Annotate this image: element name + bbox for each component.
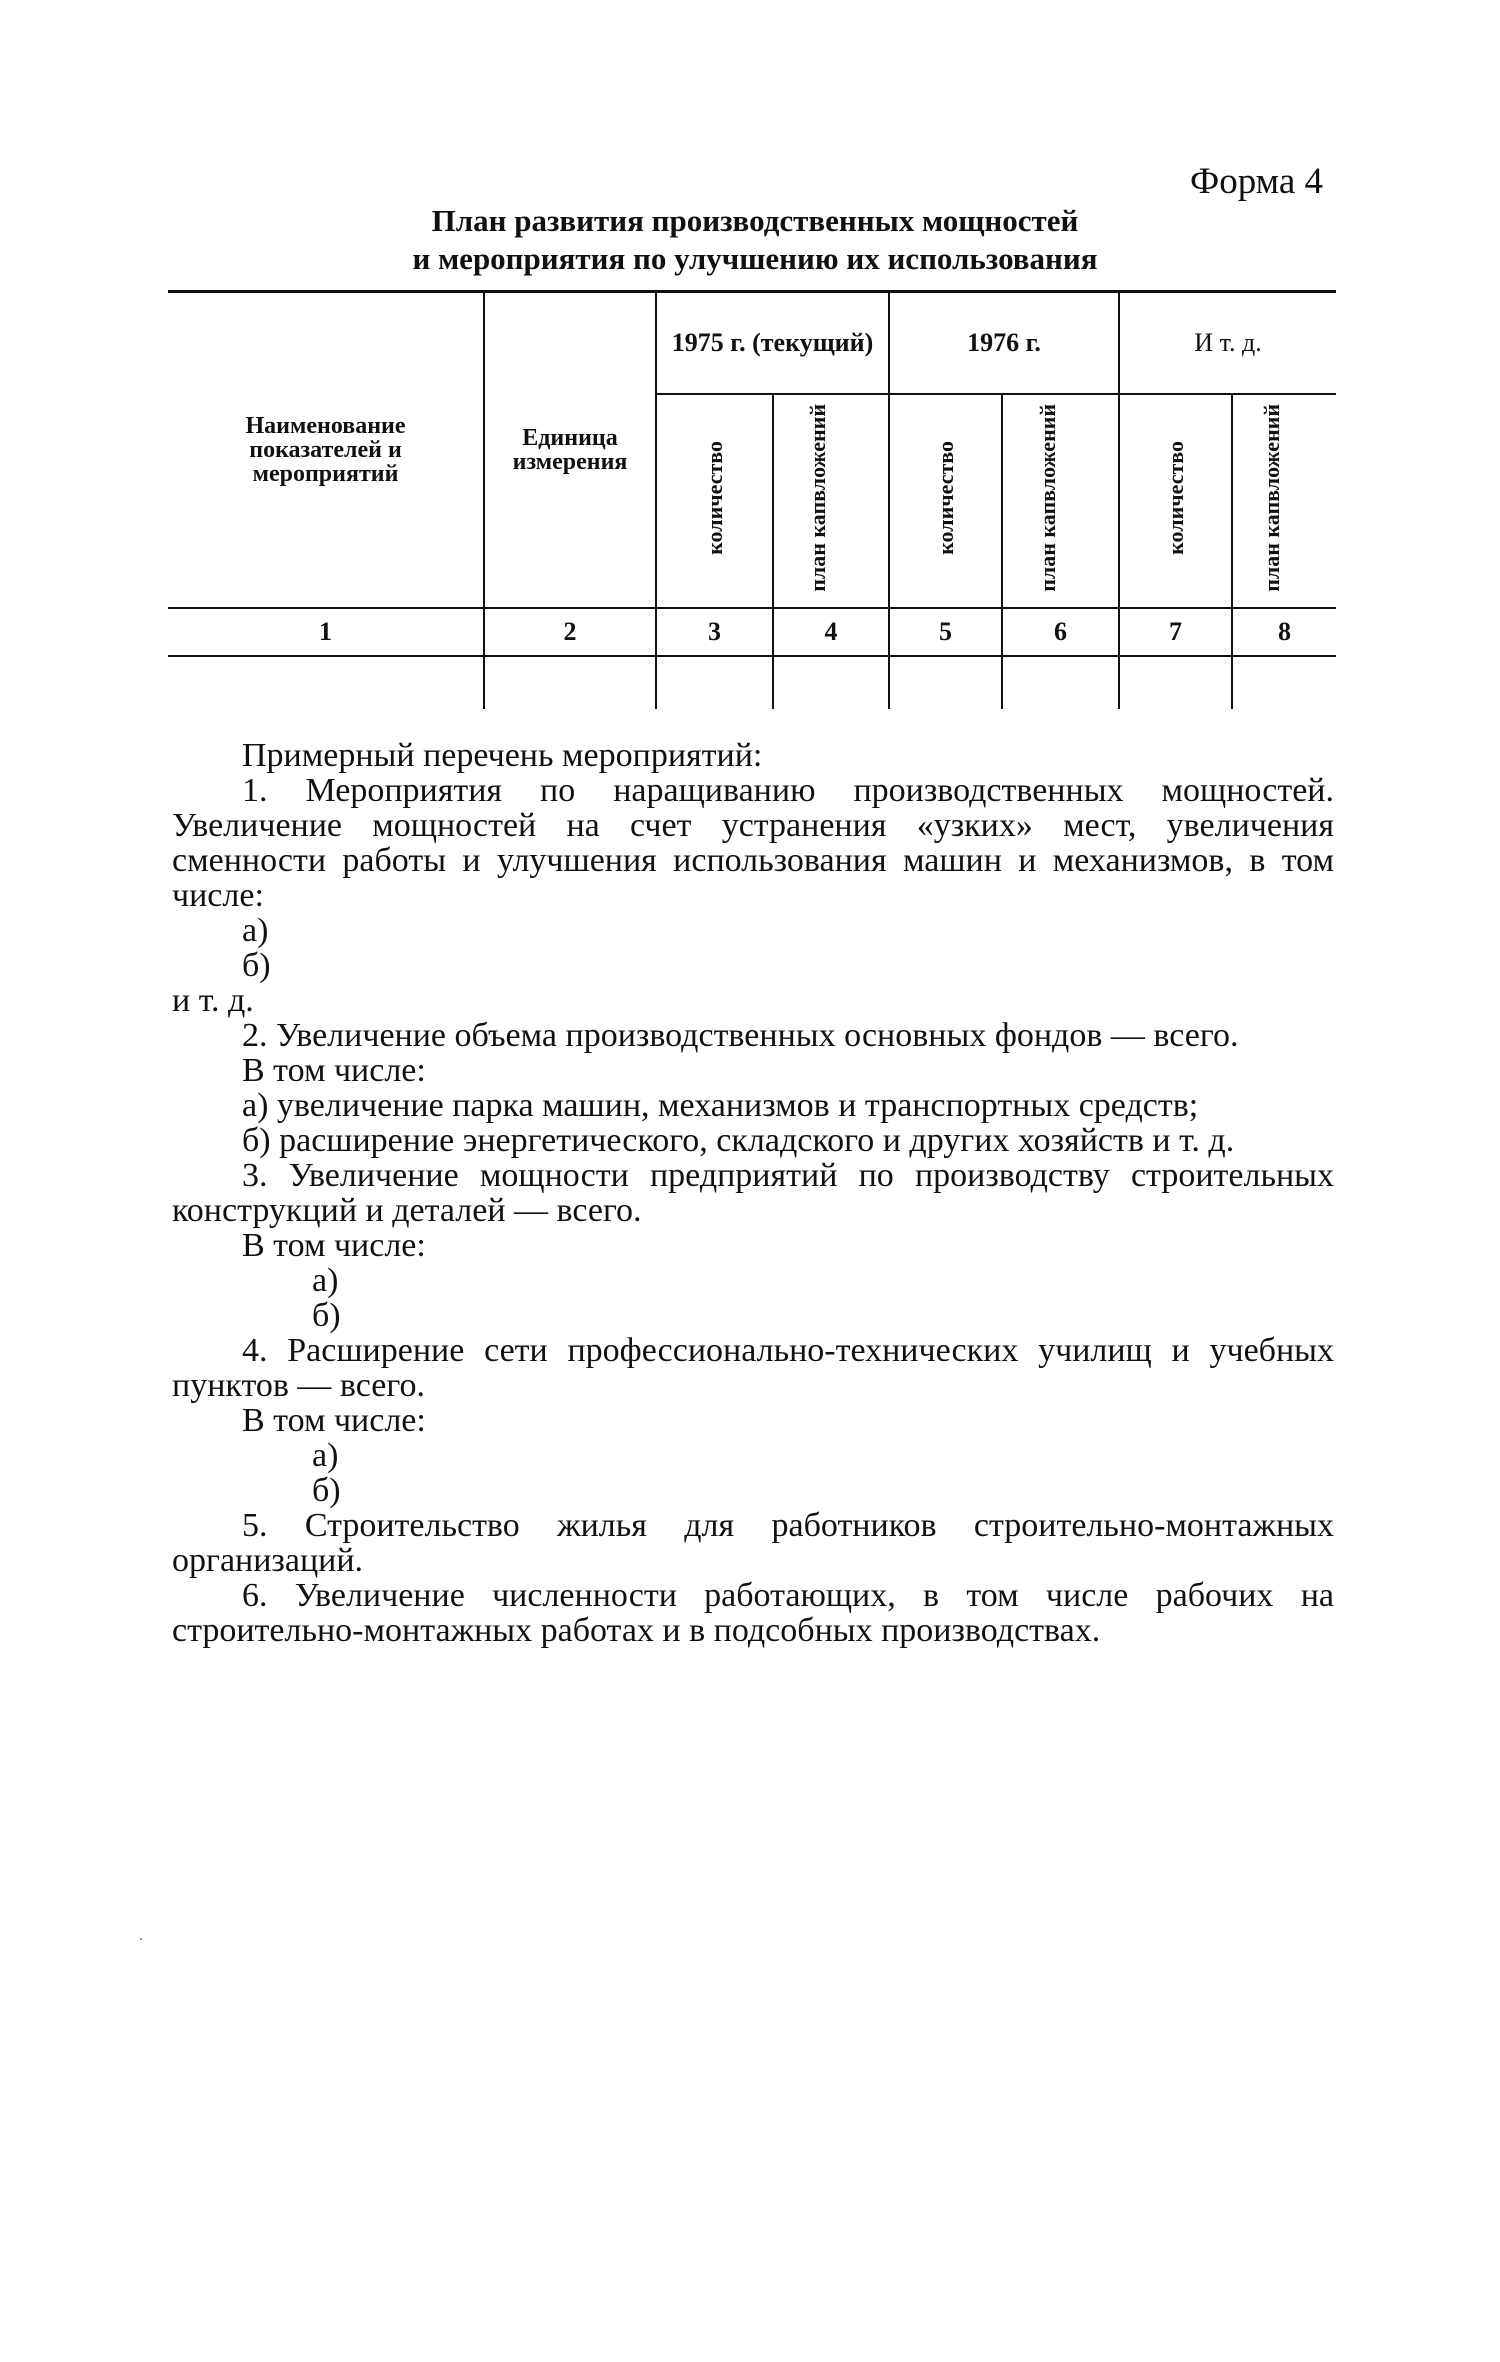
column-number: 1 (168, 608, 484, 656)
list-subitem: б) (242, 947, 271, 984)
blank-data-row (168, 656, 1336, 709)
title-line-1: План развития производственных мощностей (431, 203, 1079, 238)
subheader-quantity-1976: количество (889, 394, 1002, 608)
measures-list (172, 738, 1334, 1648)
column-number: 5 (889, 608, 1002, 656)
list-subitem: б) расширение энергетического, складского и других хозяйств и т. д. (242, 1122, 1235, 1159)
year-header-etc: И т. д. (1119, 292, 1336, 395)
year-header-1975: 1975 г. (текущий) (656, 292, 889, 395)
list-including: В том числе: (242, 1227, 426, 1264)
col-header-unit: Единица измерения (484, 292, 656, 609)
list-subitem: и т. д. (172, 982, 254, 1019)
list-subitem: а) (242, 912, 269, 949)
column-number: 2 (484, 608, 656, 656)
list-including: В том числе: (242, 1052, 426, 1089)
list-item-5: 5. Строительство жилья для работников строительно-монтажных организаций. (172, 1507, 1334, 1579)
form-number: Форма 4 (1190, 161, 1324, 202)
table-header-row-1 (168, 292, 1336, 395)
scan-speck (140, 1938, 142, 1940)
subheader-quantity-1975: количество (656, 394, 773, 608)
list-item-4: 4. Расширение сети профессионально-технических училищ и учебных пунктов — всего. (172, 1332, 1334, 1404)
column-number: 4 (773, 608, 889, 656)
list-item-2: 2. Увеличение объема производственных основных фондов — всего. (242, 1017, 1239, 1054)
list-subitem: а) увеличение парка машин, механизмов и транспортных средств; (242, 1087, 1199, 1124)
subheader-quantity-etc: количество (1119, 394, 1232, 608)
list-including: В том числе: (242, 1402, 426, 1439)
list-subitem: а) (312, 1262, 339, 1299)
subheader-investment-1976: план капвложений (1002, 394, 1119, 608)
list-item-6: 6. Увеличение численности работающих, в том числе рабочих на строительно-монтажных работах и в подсобных производствах. (172, 1577, 1334, 1649)
column-number: 3 (656, 608, 773, 656)
table-cell (1232, 656, 1336, 709)
column-number: 8 (1232, 608, 1336, 656)
year-header-1976: 1976 г. (889, 292, 1119, 395)
column-number: 6 (1002, 608, 1119, 656)
column-number-row (168, 608, 1336, 656)
subheader-investment-etc: план капвложений (1232, 394, 1336, 608)
table-cell (773, 656, 889, 709)
table-cell (656, 656, 773, 709)
list-subitem: а) (312, 1437, 339, 1474)
list-item-1: 1. Мероприятия по наращиванию производственных мощностей. Увеличение мощностей на счет устранения «узких» мест, увеличения сменности работы и улучшения использования машин и механизмов, в том числе: (172, 772, 1334, 914)
table-cell (1119, 656, 1232, 709)
capacity-plan-table (168, 290, 1336, 709)
list-intro: Примерный перечень мероприятий: (242, 737, 763, 774)
title-line-2: и мероприятия по улучшению их использования (412, 241, 1098, 276)
col-header-name: Наименование показателей и мероприятий (168, 292, 484, 609)
list-subitem: б) (312, 1472, 341, 1509)
table-cell (484, 656, 656, 709)
column-number: 7 (1119, 608, 1232, 656)
table-cell (889, 656, 1002, 709)
document-title (170, 202, 1340, 278)
table-cell (1002, 656, 1119, 709)
table-cell (168, 656, 484, 709)
subheader-investment-1975: план капвложений (773, 394, 889, 608)
list-subitem: б) (312, 1297, 341, 1334)
list-item-3: 3. Увеличение мощности предприятий по производству строительных конструкций и деталей — всего. (172, 1157, 1334, 1229)
